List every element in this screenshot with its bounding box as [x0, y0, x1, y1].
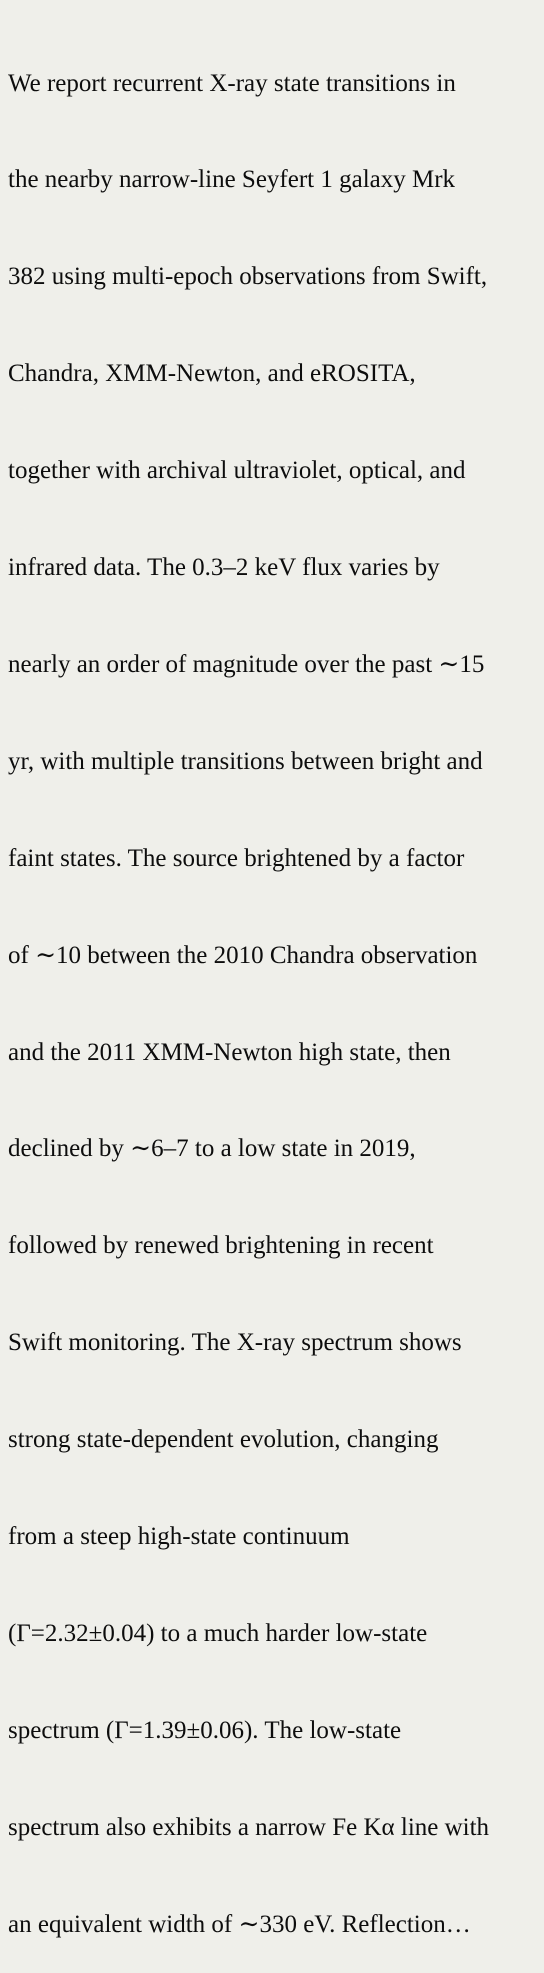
abstract-line: nearly an order of magnitude over the past ∼15 [8, 650, 485, 678]
abstract-line: together with archival ultraviolet, optical, and [8, 457, 466, 485]
abstract-line: an equivalent width of ∼330 eV. Reflection… [8, 1910, 471, 1938]
abstract-line: followed by renewed brightening in recent [8, 1232, 434, 1260]
abstract-line: of ∼10 between the 2010 Chandra observation [8, 941, 478, 969]
abstract-line: from a steep high-state continuum [8, 1522, 350, 1550]
abstract-line: strong state-dependent evolution, changing [8, 1426, 439, 1454]
abstract-line: faint states. The source brightened by a factor [8, 844, 465, 872]
abstract-line: spectrum (Γ=1.39±0.06). The low-state [8, 1716, 402, 1744]
abstract-line: (Γ=2.32±0.04) to a much harder low-state [8, 1619, 428, 1647]
abstract-text [8, 3, 544, 1973]
abstract-line: yr, with multiple transitions between bright and [8, 747, 483, 775]
abstract-line: spectrum also exhibits a narrow Fe Kα line with [8, 1813, 490, 1841]
abstract-line: infrared data. The 0.3–2 keV flux varies by [8, 554, 440, 582]
abstract-line: Chandra, XMM-Newton, and eROSITA, [8, 360, 416, 388]
abstract-line: and the 2011 XMM-Newton high state, then [8, 1038, 451, 1066]
abstract-line: 382 using multi-epoch observations from Swift, [8, 263, 488, 291]
abstract-line: We report recurrent X-ray state transitions in [8, 69, 456, 97]
abstract-line: the nearby narrow-line Seyfert 1 galaxy Mrk [8, 166, 456, 194]
abstract-line: declined by ∼6–7 to a low state in 2019, [8, 1135, 416, 1163]
abstract-line: Swift monitoring. The X-ray spectrum shows [8, 1329, 462, 1357]
